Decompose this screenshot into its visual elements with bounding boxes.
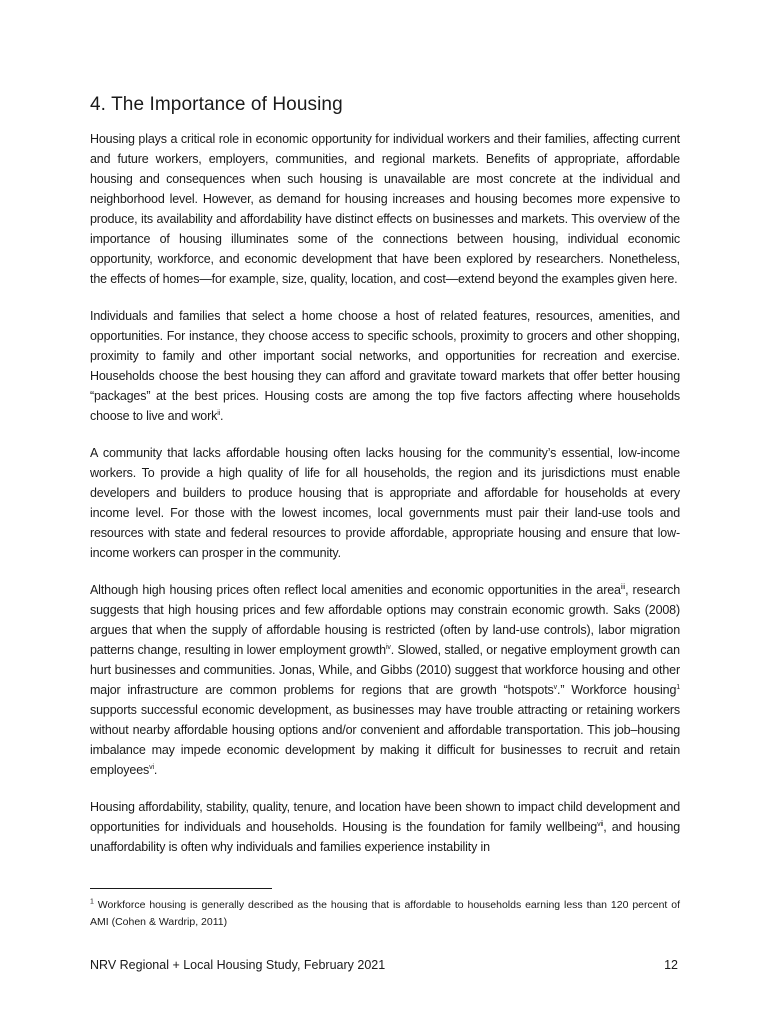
footnote (90, 897, 680, 931)
footnote-ref-1[interactable]: 1 (676, 683, 680, 691)
paragraph-4 (90, 580, 680, 780)
paragraph-2-text: Individuals and families that select a home choose a host of related features, resources, amenities, and opportunities. For instance, they choose access to specific schools, proximity to grocers and other shopping, proximity to family and other important social networks, and opportunities for recreation and exercise. Households choose the best housing they can afford and gravitate toward markets that offer better housing “packages” at the best prices. Housing costs are among the top five factors affecting where households choose to live and work (90, 309, 680, 423)
paragraph-4-s3: . Slowed, stalled, or negative employment growth can hurt businesses and communities. Jonas, While, and Gibbs (2010) suggest that workforce housing and other major infrastructure are common problems for regions that are growth “hotspots (90, 643, 680, 697)
page-number: 12 (664, 958, 678, 972)
paragraph-4-s6: . (153, 763, 158, 777)
paragraph-2 (90, 306, 680, 426)
section-heading: 4. The Importance of Housing (90, 94, 343, 115)
endnote-ref-vi: vi (149, 763, 154, 771)
paragraph-4-s5: supports successful economic development, as businesses may have trouble attracting or retaining workers without nearby affordable housing options and/or convenient and affordable transportation. This job–housing imbalance may impede economic development by making it difficult for businesses to recruit and retain employees (90, 703, 680, 777)
footnote-divider (90, 888, 272, 889)
footnote-marker: 1 (90, 898, 94, 906)
endnote-ref-iii: iii (620, 583, 626, 591)
footnote-text: Workforce housing is generally described as the housing that is affordable to households earning less than 120 percent of AMI (Cohen & Wardrip, 2011) (90, 899, 680, 928)
endnote-ref-ii: ii (217, 409, 220, 417)
paragraph-2-end: . (220, 409, 224, 423)
body-text (90, 129, 680, 874)
paragraph-5 (90, 797, 680, 857)
paragraph-5-s1: Housing affordability, stability, quality, tenure, and location have been shown to impact child development and opportunities for individuals and households. Housing is the foundation for family wellbeing (90, 800, 680, 834)
paragraph-4-s2: , research suggests that high housing prices and few affordable options may constrain economic growth. Saks (2008) argues that when the supply of affordable housing is restricted (often by land-use controls), labor migration patterns change, resulting in lower employment growth (90, 583, 680, 657)
paragraph-5-s2: , and housing unaffordability is often why individuals and families experience instability in (90, 820, 680, 854)
paragraph-3: A community that lacks affordable housing often lacks housing for the community’s essential, low-income workers. To provide a high quality of life for all households, the region and its jurisdictions must enable developers and builders to produce housing that is appropriate and affordable for households at every income level. For those with the lowest incomes, local governments must pair their land-use tools and resources with state and federal resources to provide affordable, appropriate housing and ensure that low-income workers can prosper in the community. (90, 446, 680, 560)
paragraph-4-s1: Although high housing prices often reflect local amenities and economic opportunities in the area (90, 583, 621, 597)
paragraph-1: Housing plays a critical role in economic opportunity for individual workers and their families, affecting current and future workers, employers, communities, and regional markets. Benefits of appropriate, affordable housing and consequences when such housing is unavailable are most concrete at the individual and neighborhood level. However, as demand for housing increases and housing becomes more expensive to produce, its availability and affordability have distinct effects on businesses and markets. This overview of the importance of housing illuminates some of the connections between housing, individual economic opportunity, workforce, and economic development that have been explored by researchers. Nonetheless, the effects of homes—for example, size, quality, location, and cost—extend beyond the examples given here. (90, 132, 680, 286)
endnote-ref-v: v (553, 683, 558, 691)
endnote-ref-vii: vii (597, 820, 604, 828)
endnote-ref-iv: iv (385, 643, 391, 651)
paragraph-4-s4: .” Workforce housing (557, 683, 677, 697)
footer-title: NRV Regional + Local Housing Study, February 2021 (90, 958, 386, 972)
